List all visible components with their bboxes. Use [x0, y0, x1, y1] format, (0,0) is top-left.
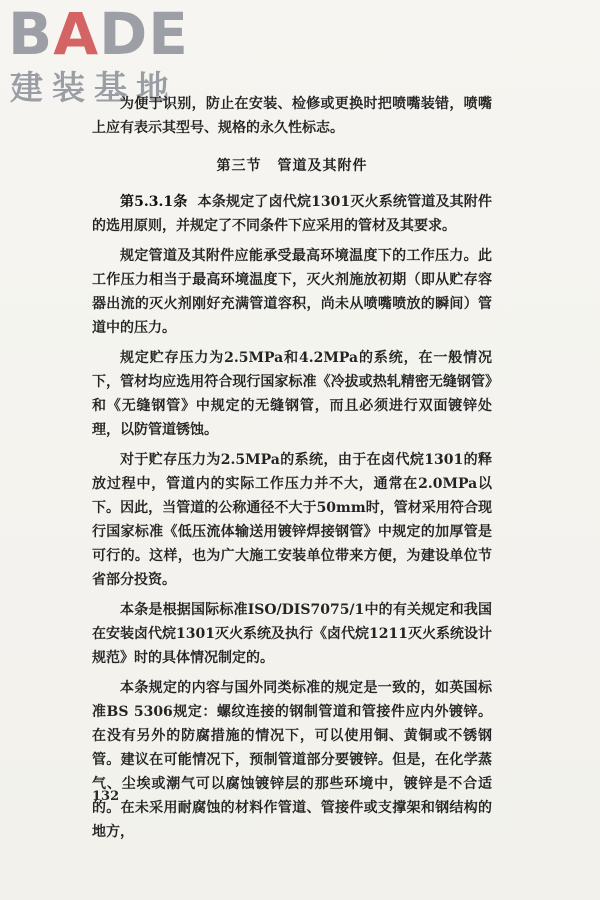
document-body [92, 92, 492, 844]
clause-paragraph [92, 190, 492, 238]
intro-paragraph: 为便于识别，防止在安装、检修或更换时把喷嘴装错，喷嘴上应有表示其型号、规格的永久性标志。 [92, 96, 492, 136]
paragraph: 规定贮存压力为2.5MPa和4.2MPa的系统，在一般情况下，管材均应选用符合现行国家标准《冷拔或热轧精密无缝钢管》和《无缝钢管》中规定的无缝钢管，而且必须进行双面镀锌处理，以防管道锈蚀。 [92, 350, 492, 438]
paragraph: 本条规定的内容与国外同类标准的规定是一致的，如英国标准BS 5306规定：螺纹连接的钢制管道和管接件应内外镀锌。在没有另外的防腐措施的情况下，可以使用铜、黄铜或不锈钢管。建议在可能情况下，预制管道部分要镀锌。但是，在化学蒸气、尘埃或潮气可以腐蚀镀锌层的那些环境中，镀锌是不合适的。在未采用耐腐蚀的材料作管道、管接件或支撑架和钢结构的地方， [92, 680, 492, 840]
watermark-logo [8, 0, 189, 107]
page-number: 132 [92, 789, 120, 804]
brand-accent: A [53, 0, 100, 68]
section-number: 第三节 [216, 158, 262, 174]
paragraph: 本条是根据国际标准ISO/DIS7075/1中的有关规定和我国在安装卤代烷1301灭火系统及执行《卤代烷1211灭火系统设计规范》时的具体情况制定的。 [92, 602, 492, 666]
watermark-subtitle: 建装基地 [10, 68, 178, 107]
watermark-brand [8, 0, 189, 68]
clause-text: 本条规定了卤代烷1301灭火系统管道及其附件的选用原则，并规定了不同条件下应采用的管材及其要求。 [92, 194, 492, 234]
section-title [92, 154, 492, 178]
brand-prefix: B [8, 0, 54, 68]
brand-suffix: DE [99, 0, 189, 68]
paragraph: 对于贮存压力为2.5MPa的系统，由于在卤代烷1301的释放过程中，管道内的实际工作压力并不大，通常在2.0MPa以下。因此，当管道的公称通径不大于50mm时，管材采用符合现行国家标准《低压流体输送用镀锌焊接钢管》中规定的加厚管是可行的。这样，也为广大施工安装单位带来方便，为建设单位节省部分投资。 [92, 452, 492, 588]
clause-number: 第5.3.1条 [120, 194, 188, 210]
paragraph: 规定管道及其附件应能承受最高环境温度下的工作压力。此工作压力相当于最高环境温度下，灭火剂施放初期（即从贮存容器出流的灭火剂刚好充满管道容积，尚未从喷嘴喷放的瞬间）管道中的压力。 [92, 248, 492, 336]
section-name: 管道及其附件 [277, 158, 368, 174]
